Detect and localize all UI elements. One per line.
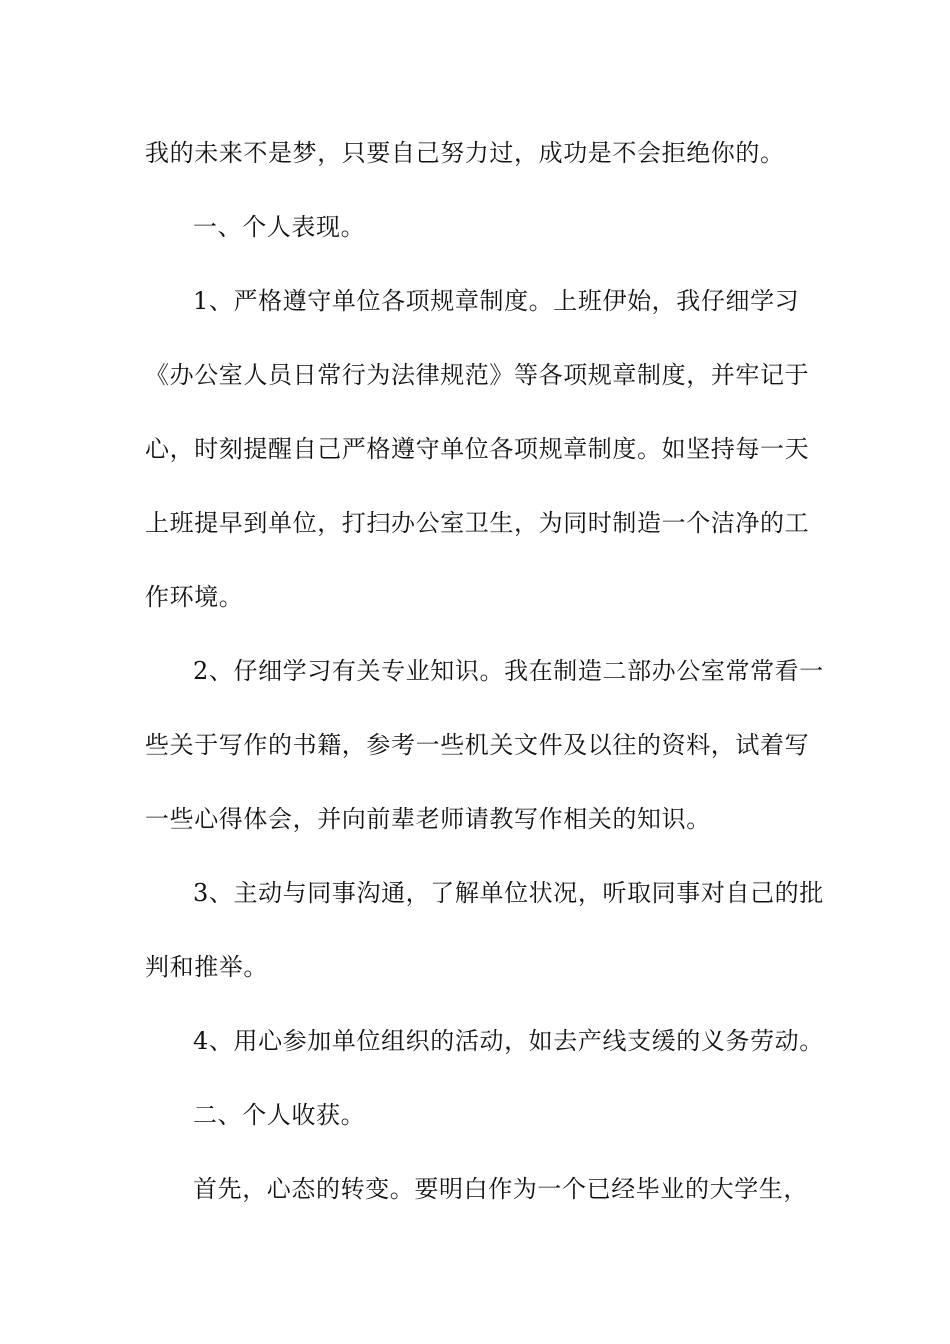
section-heading: 二、个人收获。 (193, 1101, 366, 1129)
text-line: 判和推举。 (145, 953, 268, 981)
text-line: 首先，心态的转变。要明白作为一个已经毕业的大学生， (193, 1175, 808, 1203)
text-line: 3、主动与同事沟通，了解单位状况，听取同事对自己的批 (193, 879, 824, 907)
text-line: 上班提早到单位，打扫办公室卫生，为同时制造一个洁净的工 (145, 509, 810, 537)
text-line: 4、用心参加单位组织的活动，如去产线支缓的义务劳动。 (193, 1027, 824, 1055)
section-heading: 一、个人表现。 (193, 213, 366, 241)
text-line: 些关于写作的书籍，参考一些机关文件及以往的资料，试着写 (145, 731, 810, 759)
text-line: 心，时刻提醒自己严格遵守单位各项规章制度。如坚持每一天 (145, 435, 810, 463)
text-line: 1、严格遵守单位各项规章制度。上班伊始，我仔细学习 (193, 287, 800, 315)
text-line: 作环境。 (145, 583, 244, 611)
text-line: 《办公室人员日常行为法律规范》等各项规章制度，并牢记于 (145, 361, 810, 389)
text-line: 2、仔细学习有关专业知识。我在制造二部办公室常常看一 (193, 657, 824, 685)
text-line: 一些心得体会，并向前辈老师请教写作相关的知识。 (145, 805, 711, 833)
text-line: 我的未来不是梦，只要自己努力过，成功是不会拒绝你的。 (145, 139, 785, 167)
